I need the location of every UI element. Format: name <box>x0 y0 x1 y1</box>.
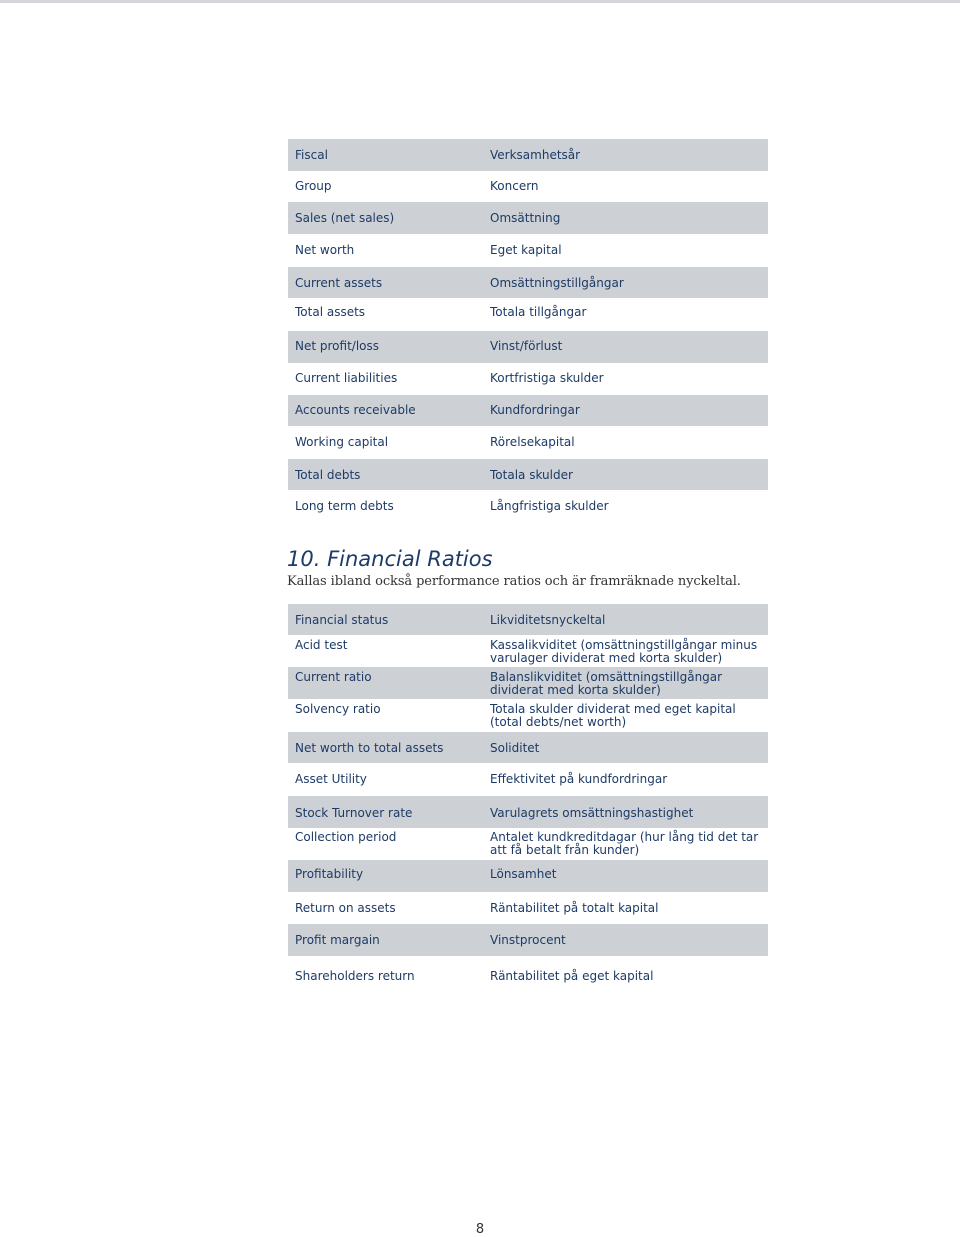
term-swedish: Totala skulder <box>490 468 573 482</box>
term-swedish: Likviditetsnyckeltal <box>490 613 606 627</box>
page-number: 8 <box>475 1222 485 1237</box>
term-english: Current ratio <box>295 670 372 684</box>
table-row-accounts-receivable <box>288 395 768 426</box>
table-row-asset-utility <box>288 763 768 796</box>
term-english: Net profit/loss <box>295 339 379 353</box>
term-swedish: Omsättningstillgångar <box>490 276 624 290</box>
table-row-sales-net-sales <box>288 202 768 234</box>
term-swedish: Kortfristiga skulder <box>490 371 604 385</box>
term-swedish: Varulagrets omsättningshastighet <box>490 806 694 820</box>
table-row-fiscal <box>288 139 768 171</box>
section-heading <box>287 546 787 590</box>
term-swedish: Räntabilitet på eget kapital <box>490 969 654 983</box>
table-row-return-on-assets <box>288 892 768 924</box>
table-row-net-profit-loss <box>288 331 768 363</box>
table-row-profit-margain <box>288 924 768 956</box>
table-row-total-assets <box>288 298 768 330</box>
term-english: Current liabilities <box>295 371 398 385</box>
table-row-current-assets <box>288 267 768 298</box>
term-english: Acid test <box>295 638 348 652</box>
top-rule <box>0 0 960 3</box>
term-swedish: Effektivitet på kundfordringar <box>490 772 668 786</box>
table-row-stock-turnover-rate <box>288 796 768 828</box>
table-row-group <box>288 171 768 202</box>
term-swedish: Antalet kundkreditdagar (hur lång tid det tar att få betalt från kunder) <box>490 830 759 857</box>
term-swedish: Räntabilitet på totalt kapital <box>490 901 659 915</box>
term-english: Return on assets <box>295 901 396 915</box>
term-english: Fiscal <box>295 148 328 162</box>
term-swedish: Omsättning <box>490 211 561 225</box>
table-row-net-worth-to-total-assets <box>288 732 768 763</box>
term-swedish: Koncern <box>490 179 539 193</box>
table-row-acid-test <box>288 635 768 667</box>
table-row-shareholders-return <box>288 956 768 988</box>
table-row-solvency-ratio <box>288 699 768 731</box>
term-english: Financial status <box>295 613 389 627</box>
term-english: Net worth <box>295 243 355 257</box>
term-swedish: Balanslikviditet (omsättningstillgångar dividerat med korta skulder) <box>490 670 723 697</box>
table-row-current-ratio <box>288 667 768 699</box>
table-row-current-liabilities <box>288 363 768 394</box>
term-english: Solvency ratio <box>295 702 381 716</box>
term-english: Total debts <box>295 468 361 482</box>
term-english: Long term debts <box>295 499 394 513</box>
section-title: 10. Financial Ratios <box>287 547 493 571</box>
table-row-financial-status <box>288 604 768 635</box>
term-swedish: Kundfordringar <box>490 403 580 417</box>
table-row-long-term-debts <box>288 490 768 523</box>
term-swedish: Soliditet <box>490 741 540 755</box>
term-english: Current assets <box>295 276 383 290</box>
term-english: Sales (net sales) <box>295 211 395 225</box>
term-english: Asset Utility <box>295 772 367 786</box>
term-swedish: Vinstprocent <box>490 933 566 947</box>
term-swedish: Långfristiga skulder <box>490 499 609 513</box>
term-swedish: Totala skulder dividerat med eget kapital (total debts/net worth) <box>490 702 736 729</box>
term-english: Total assets <box>295 305 366 319</box>
term-english: Net worth to total assets <box>295 741 444 755</box>
term-english: Stock Turnover rate <box>295 806 413 820</box>
section-subtitle: Kallas ibland också performance ratios och är framräknade nyckeltal. <box>287 574 741 589</box>
term-swedish: Rörelsekapital <box>490 435 575 449</box>
term-swedish: Lönsamhet <box>490 867 557 881</box>
term-english: Group <box>295 179 332 193</box>
term-english: Shareholders return <box>295 969 415 983</box>
table-row-collection-period <box>288 828 768 859</box>
term-swedish: Totala tillgångar <box>490 305 587 319</box>
term-english: Working capital <box>295 435 389 449</box>
term-english: Profit margain <box>295 933 380 947</box>
term-english: Profitability <box>295 867 364 881</box>
table-row-profitability <box>288 860 768 892</box>
term-swedish: Eget kapital <box>490 243 562 257</box>
term-swedish: Verksamhetsår <box>490 148 581 162</box>
term-english: Accounts receivable <box>295 403 416 417</box>
table-row-total-debts <box>288 459 768 490</box>
term-swedish: Kassalikviditet (omsättningstillgångar minus varulager dividerat med korta skulder) <box>490 638 758 665</box>
term-english: Collection period <box>295 830 397 844</box>
table-row-net-worth <box>288 234 768 266</box>
table-row-working-capital <box>288 426 768 458</box>
term-swedish: Vinst/förlust <box>490 339 563 353</box>
